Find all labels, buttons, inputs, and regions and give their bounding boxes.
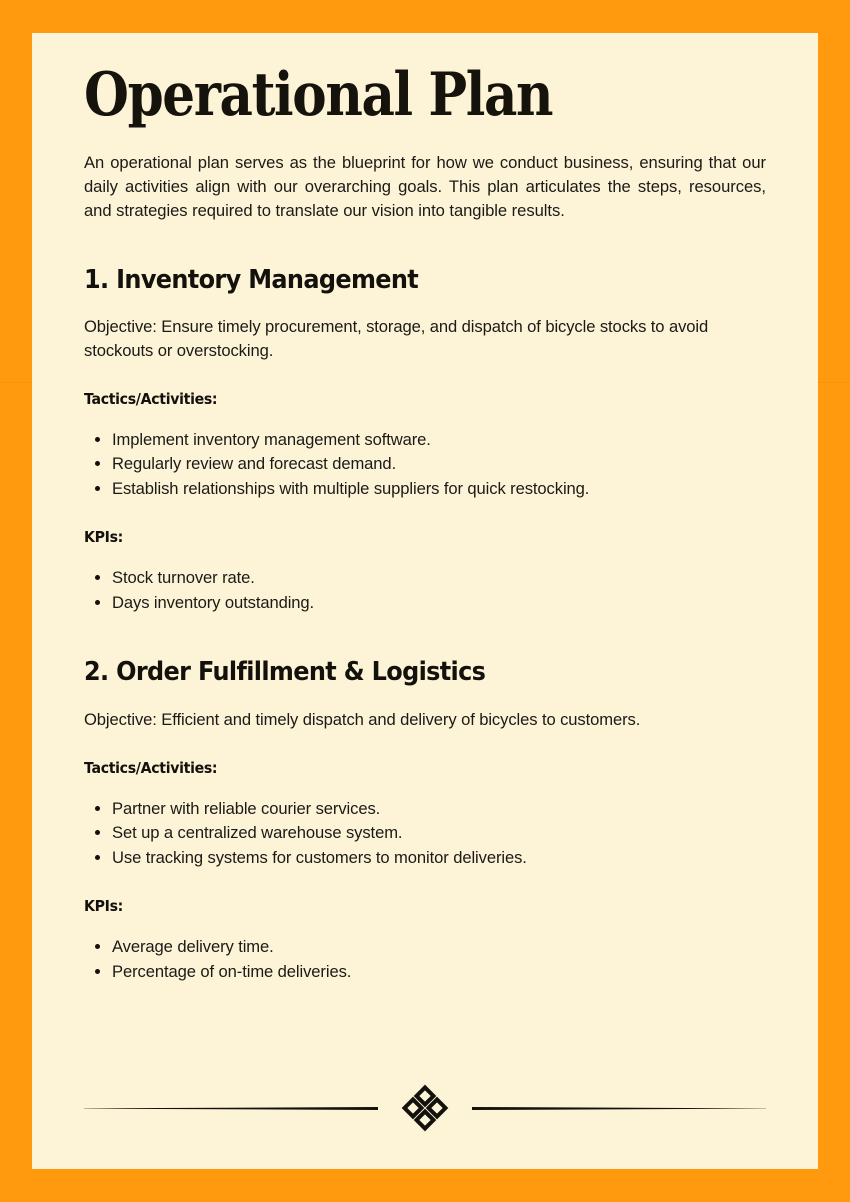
tactics-label: Tactics/Activities: <box>84 389 218 408</box>
bullet-dot-icon <box>95 600 100 605</box>
border-seam-left <box>0 382 32 383</box>
list-item-label: Partner with reliable courier services. <box>112 798 381 818</box>
list-item-label: Set up a centralized warehouse system. <box>112 823 403 843</box>
kpis-list <box>84 935 766 984</box>
document-page <box>32 33 818 1169</box>
list-item <box>84 591 766 616</box>
list-item <box>84 797 766 822</box>
list-item-label: Implement inventory management software. <box>112 429 431 449</box>
list-item-label: Days inventory outstanding. <box>112 592 315 612</box>
border-seam-right <box>818 382 850 383</box>
list-item-label: Stock turnover rate. <box>112 568 255 588</box>
footer-divider <box>84 1088 766 1128</box>
section-heading: 1. Inventory Management <box>84 264 419 295</box>
list-item <box>84 428 766 453</box>
bullet-dot-icon <box>95 437 100 442</box>
page-title: Operational Plan <box>84 60 553 130</box>
list-item <box>84 846 766 871</box>
tactics-label: Tactics/Activities: <box>84 758 218 777</box>
bullet-dot-icon <box>95 969 100 974</box>
tactics-list <box>84 797 766 871</box>
bullet-dot-icon <box>95 575 100 580</box>
list-item <box>84 935 766 960</box>
document-content <box>84 60 766 984</box>
kpis-label: KPIs: <box>84 528 123 547</box>
bullet-dot-icon <box>95 830 100 835</box>
list-item-label: Average delivery time. <box>112 937 274 957</box>
list-item-label: Regularly review and forecast demand. <box>112 454 397 474</box>
list-item-label: Percentage of on-time deliveries. <box>112 961 352 981</box>
divider-rule-right <box>472 1107 766 1110</box>
list-item <box>84 566 766 591</box>
intro-paragraph: An operational plan serves as the blueprint for how we conduct business, ensuring that our daily activities align with our overarching goals. This plan articulates the steps, resources, and strategies required to translate our vision into tangible results. <box>84 153 766 220</box>
bullet-dot-icon <box>95 806 100 811</box>
divider-rule-left <box>84 1107 378 1110</box>
bullet-dot-icon <box>95 944 100 949</box>
list-item-label: Establish relationships with multiple suppliers for quick restocking. <box>112 478 590 498</box>
list-item <box>84 821 766 846</box>
section-order-fulfillment-logistics <box>84 657 766 984</box>
four-diamond-ornament-icon <box>402 1085 448 1131</box>
kpis-label: KPIs: <box>84 897 123 916</box>
kpis-list <box>84 566 766 615</box>
section-objective: Objective: Efficient and timely dispatch and delivery of bicycles to customers. <box>84 710 641 730</box>
section-heading: 2. Order Fulfillment & Logistics <box>84 657 486 688</box>
list-item <box>84 452 766 477</box>
bullet-dot-icon <box>95 461 100 466</box>
bullet-dot-icon <box>95 486 100 491</box>
list-item-label: Use tracking systems for customers to monitor deliveries. <box>112 847 527 867</box>
section-inventory-management <box>84 265 766 616</box>
list-item <box>84 477 766 502</box>
section-objective: Objective: Ensure timely procurement, storage, and dispatch of bicycle stocks to avoid stockouts or overstocking. <box>84 317 709 360</box>
bullet-dot-icon <box>95 855 100 860</box>
tactics-list <box>84 428 766 502</box>
list-item <box>84 960 766 985</box>
